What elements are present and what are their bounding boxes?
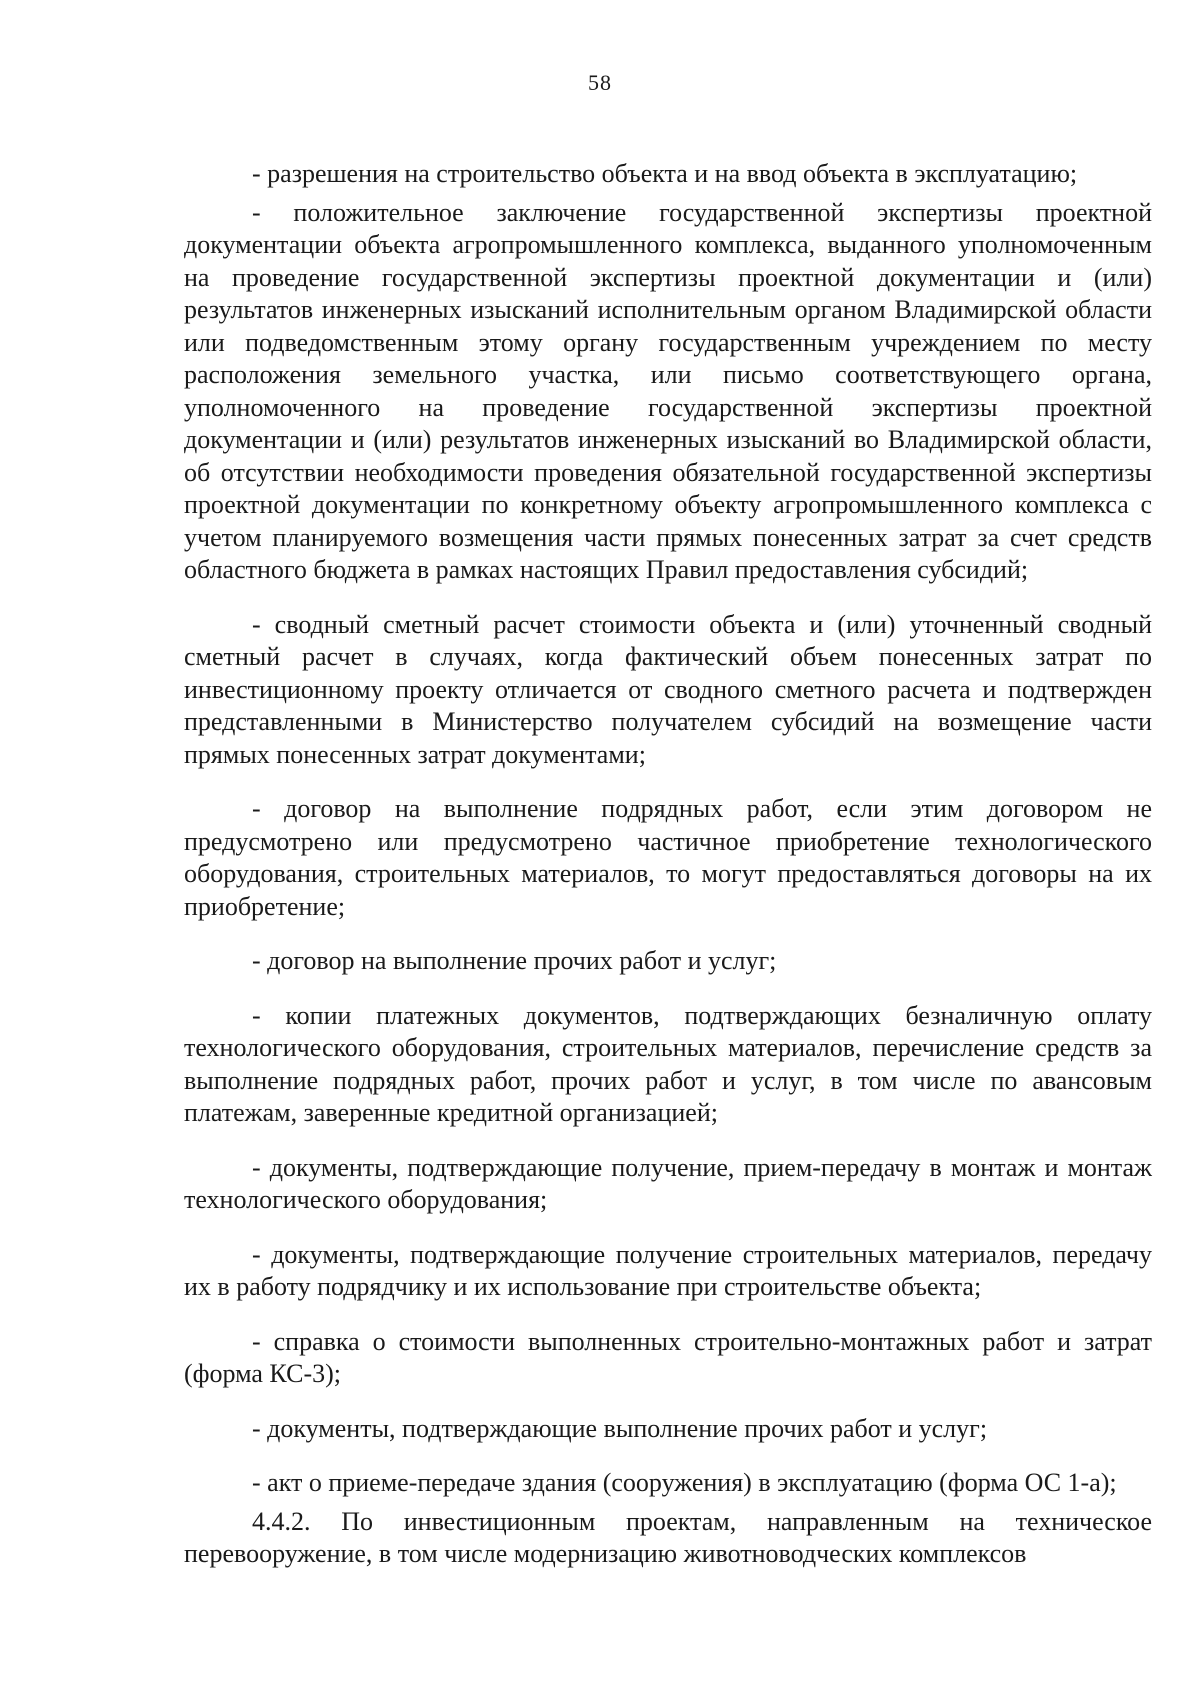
paragraph-contract-services: - договор на выполнение прочих работ и услуг;	[252, 946, 777, 975]
paragraph-payment-copies: - копии платежных документов, подтверждающих безналичную оплату технологического оборудования, строительных материалов, перечисление средств за выполнение подрядных работ, прочих работ и услуг, в том числе по авансовым платежам, заверенные кредитной организацией;	[184, 1000, 1152, 1127]
paragraph-other-works-documents: - документы, подтверждающие выполнение прочих работ и услуг;	[252, 1413, 988, 1443]
paragraph-ks3-certificate: - справка о стоимости выполненных строительно-монтажных работ и затрат (форма КС-3);	[184, 1326, 1152, 1388]
paragraph-os1a-act: - акт о приеме-передаче здания (сооружения) в эксплуатацию (форма ОС 1-а);	[252, 1468, 1117, 1497]
page-number: 58	[588, 70, 612, 95]
paragraph-expertise-conclusion: - положительное заключение государственной экспертизы проектной документации объекта агропромышленного комплекса, выданного уполномоченным на проведение государственной экспертизы проектной документации и (или) результатов инженерных изысканий исполнительным органом Владимирской области или подведомственным этому органу государственным учреждением по месту расположения земельного участка, или письмо соответствующего органа, уполномоченного на проведение государственной экспертизы проектной документации и (или) результатов инженерных изысканий во Владимирской области, об отсутствии необходимости проведения обязательной государственной экспертизы проектной документации по конкретному объекту агропромышленного комплекса с учетом планируемого возмещения части прямых понесенных затрат за счет средств областного бюджета в рамках настоящих Правил предоставления субсидий;	[184, 197, 1152, 584]
paragraph-equipment-documents: - документы, подтверждающие получение, прием-передачу в монтаж и монтаж технологического оборудования;	[184, 1152, 1152, 1214]
paragraph-materials-documents: - документы, подтверждающие получение строительных материалов, передачу их в работу подрядчику и их использование при строительстве объекта;	[184, 1239, 1152, 1301]
paragraph-cost-estimate: - сводный сметный расчет стоимости объекта и (или) уточненный сводный сметный расчет в случаях, когда фактический объем понесенных затрат по инвестиционному проекту отличается от сводного сметного расчета и подтвержден представленными в Министерство получателем субсидий на возмещение части прямых понесенных затрат документами;	[184, 609, 1152, 769]
paragraph-contract-works: - договор на выполнение подрядных работ, если этим договором не предусмотрено или предусмотрено частичное приобретение технологического оборудования, строительных материалов, то могут предоставляться договоры на их приобретение;	[184, 794, 1152, 921]
document-body	[184, 158, 1152, 1593]
paragraph-permits: - разрешения на строительство объекта и на ввод объекта в эксплуатацию;	[252, 159, 1078, 188]
paragraph-section-4-4-2: 4.4.2. По инвестиционным проектам, направленным на техническое перевооружение, в том числе модернизацию животноводческих комплексов	[184, 1506, 1152, 1568]
